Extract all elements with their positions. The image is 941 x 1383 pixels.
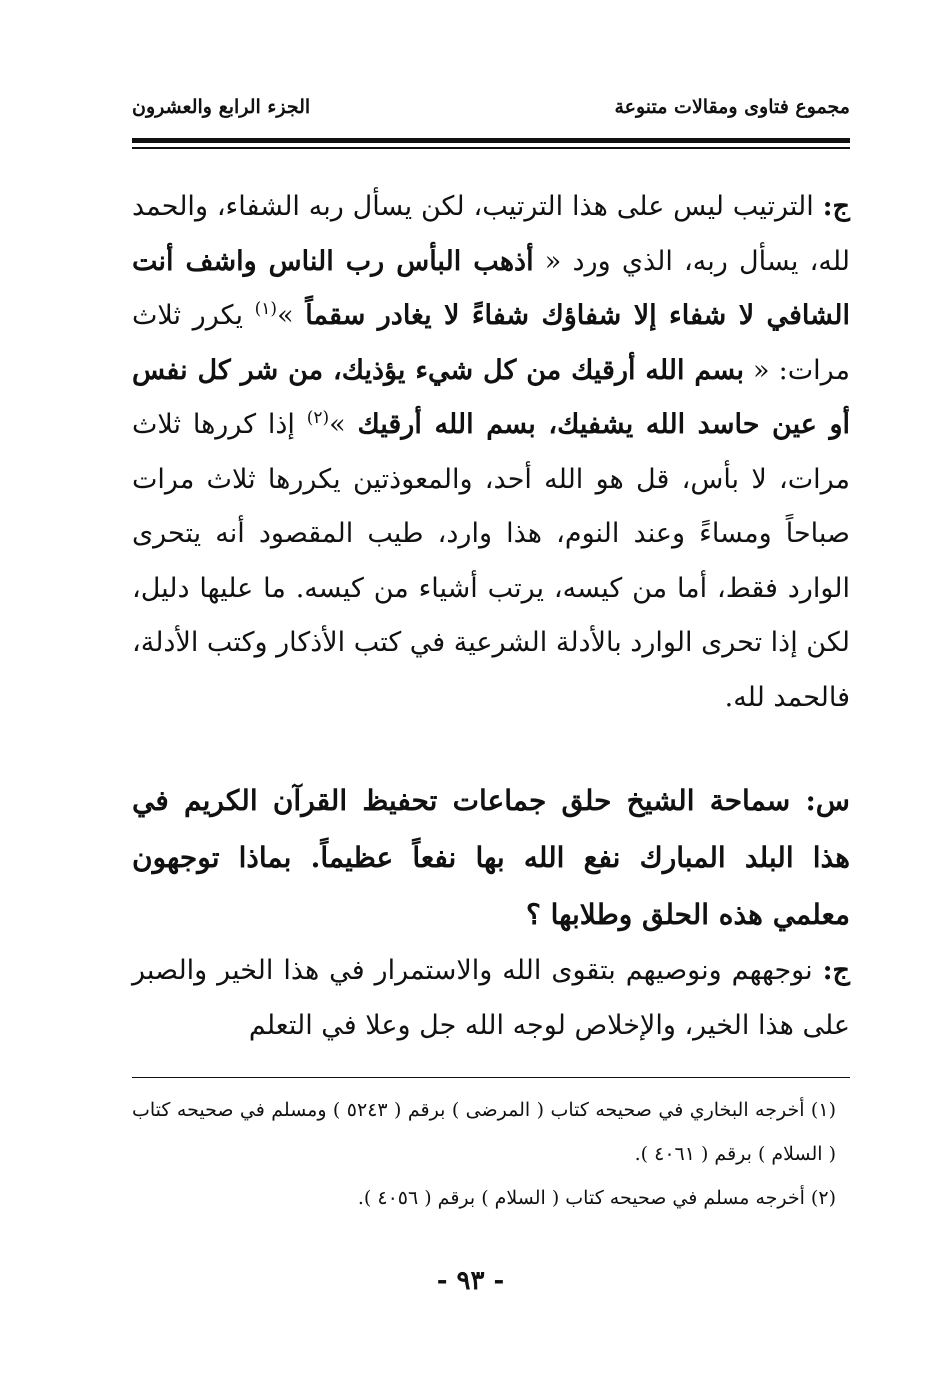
footnote-separator [132,1077,850,1078]
volume-label: الجزء الرابع والعشرون [132,96,311,118]
answer-marker: ج: [822,955,850,986]
footnotes [132,1088,850,1220]
footnote-ref-2: (٢) [306,408,330,428]
supplication-2: بسم الله أرقيك من كل شيء يؤذيك، من شر كل نفس أو عين حاسد الله يشفيك، بسم الله أرقيك [132,354,850,440]
footnote-ref-1: (١) [254,299,278,319]
answer-text-part: إذا كررها ثلاث مرات، لا بأس، قل هو الله أحد، والمعوذتين يكررها ثلاث مرات صباحاً ومساءً وعند النوم، هذا وارد، طيب المقصود أنه يتحرى الوارد فقط، أما من كيسه، يرتب أشياء من كيسه. ما عليها دليل، لكن إذا تحرى الوارد بالأدلة الشرعية في كتب الأذكار وكتب الأدلة، فالحمد لله. [132,409,850,713]
answer-paragraph-2 [132,944,850,1053]
header-rule-thin [132,147,850,149]
quote-close: » [277,300,306,331]
page-number: - ٩٣ - [436,1266,505,1296]
answer-paragraph-1 [132,180,850,725]
quote-close: » [329,409,358,440]
answer-text-part: نوجههم ونوصيهم بتقوى الله والاستمرار في هذا الخير والصبر على هذا الخير، والإخلاص لوجه الله جل وعلا في التعلم [132,955,850,1041]
answer-text-part: الترتيب ليس على هذا الترتيب، لكن يسأل ربه الشفاء، والحمد لله، يسأل ربه، الذي ورد « [132,191,850,277]
book-title: مجموع فتاوى ومقالات متنوعة [614,96,850,118]
supplication-1: أذهب البأس رب الناس واشف أنت الشافي لا شفاء إلا شفاؤك شفاءً لا يغادر سقماً [132,245,850,331]
answer-text-part: يكرر ثلاث مرات: « [132,300,851,386]
footnote-2: (٢) أخرجه مسلم في صحيحه كتاب ( السلام ) برقم ( ٤٠٥٦ ). [357,1187,836,1209]
answer-marker: ج: [822,191,850,222]
question-paragraph: س: سماحة الشيخ حلق جماعات تحفيظ القرآن الكريم في هذا البلد المبارك نفع الله بها نفعاً عظيماً. بماذا توجهون معلمي هذه الحلق وطلابها ؟ [132,784,850,931]
running-header [132,96,850,132]
header-rule-thick [132,138,850,143]
footnote-1: (١) أخرجه البخاري في صحيحه كتاب ( المرضى ) برقم ( ٥٢٤٣ ) ومسلم في صحيحه كتاب ( السلام ) برقم ( ٤٠٦١ ). [132,1099,836,1165]
